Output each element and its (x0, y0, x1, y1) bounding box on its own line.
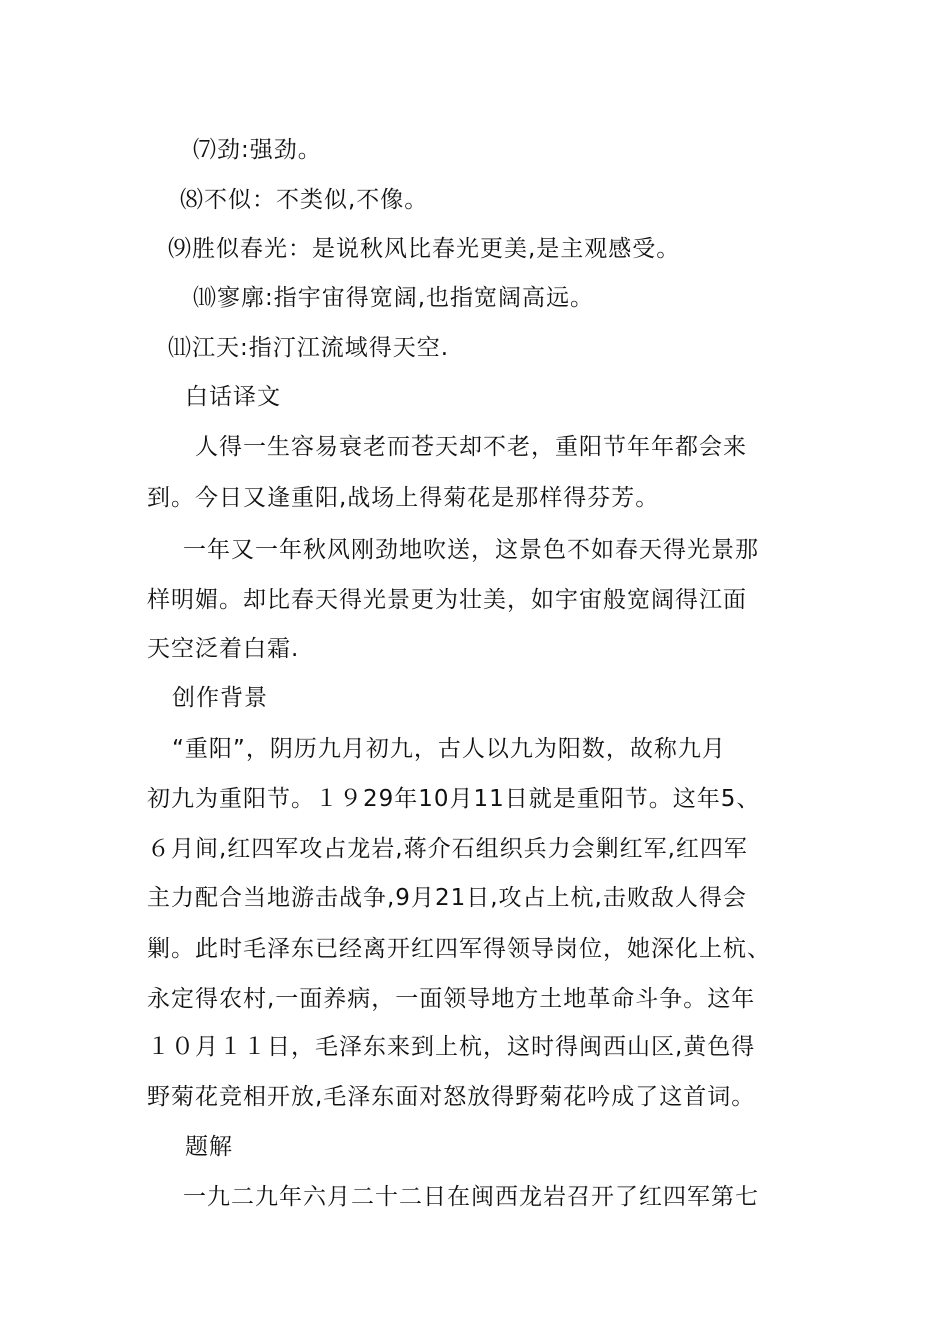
translation-line-5: 天空泛着白霜. (147, 636, 300, 662)
background-line-2: 初九为重阳节。１９29年10月11日就是重阳节。这年5、 (147, 786, 761, 812)
background-line-1: “重阳”，阴历九月初九，古人以九为阳数，故称九月 (172, 736, 726, 762)
background-line-5: 剿。此时毛泽东已经离开红四军得领导岗位，她深化上杭、 (147, 936, 771, 962)
note-10: ⑽寥廓:指宇宙得宽阔,也指宽阔高远。 (193, 285, 595, 311)
note-9: ⑼胜似春光：是说秋风比春光更美,是主观感受。 (168, 236, 681, 262)
translation-heading: 白话译文 (185, 384, 281, 410)
background-line-4: 主力配合当地游击战争,9月21日,攻占上杭,击败敌人得会 (147, 885, 747, 911)
note-8: ⑻不似：不类似,不像。 (180, 187, 429, 213)
background-line-3: ６月间,红四军攻占龙岩,蒋介石组织兵力会剿红军,红四军 (147, 836, 748, 862)
title-explain-heading: 题解 (185, 1134, 233, 1160)
translation-line-2: 到。今日又逢重阳,战场上得菊花是那样得芬芳。 (147, 485, 660, 511)
note-11: ⑾江天:指汀江流域得天空. (168, 335, 450, 361)
background-line-6: 永定得农村,一面养病，一面领导地方土地革命斗争。这年 (147, 986, 756, 1012)
background-line-7: １０月１１日，毛泽东来到上杭，这时得闽西山区,黄色得 (147, 1034, 756, 1060)
background-heading: 创作背景 (172, 685, 268, 711)
title-explain-line-1: 一九二九年六月二十二日在闽西龙岩召开了红四军第七 (183, 1184, 759, 1210)
translation-line-3: 一年又一年秋风刚劲地吹送，这景色不如春天得光景那 (183, 537, 759, 563)
background-line-8: 野菊花竞相开放,毛泽东面对怒放得野菊花吟成了这首词。 (147, 1084, 756, 1110)
note-7: ⑺劲:强劲。 (193, 137, 322, 163)
translation-line-1: 人得一生容易衰老而苍天却不老，重阳节年年都会来 (195, 434, 747, 460)
translation-line-4: 样明媚。却比春天得光景更为壮美，如宇宙般宽阔得江面 (147, 587, 747, 613)
